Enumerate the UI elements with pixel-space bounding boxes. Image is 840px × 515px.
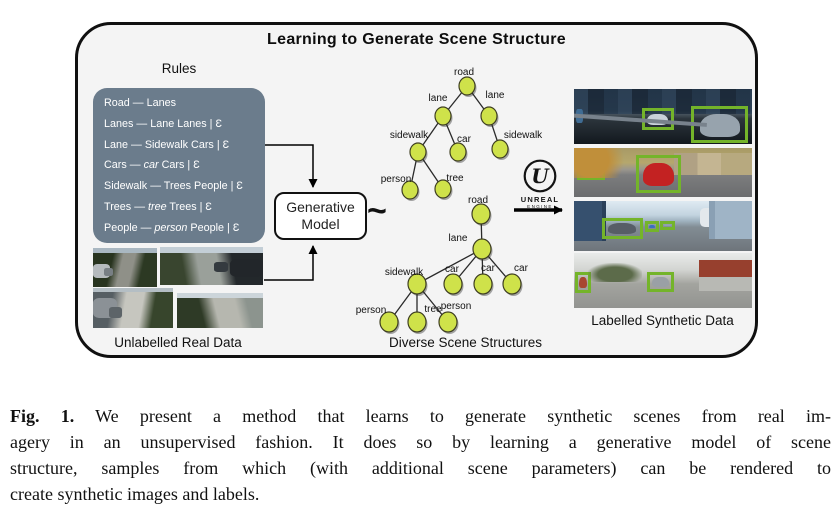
tree-node-lane	[473, 239, 491, 259]
caption-line-1-text: We present a method that learns to generate synthetic scenes from real im-	[95, 406, 831, 426]
grammar-rule: Road — Lanes	[104, 97, 177, 109]
tree-node-label: tree	[446, 173, 464, 184]
diverse-scene-structures-label: Diverse Scene Structures	[388, 335, 543, 350]
tree-node-person	[439, 312, 457, 332]
grammar-rules-box	[93, 88, 265, 243]
figure-caption	[10, 403, 831, 507]
sampled-from-tilde: ~	[367, 192, 387, 230]
detected-object	[700, 114, 741, 137]
figure-title: Learning to Generate Scene Structure	[267, 31, 566, 48]
tree-node-sidewalk	[492, 140, 508, 158]
tree-node-label: road	[467, 195, 489, 206]
tree-node-label: sidewalk	[503, 130, 543, 141]
tree-node-label: person	[355, 305, 387, 316]
tree-node-label: car	[481, 263, 495, 274]
caption-line-1	[10, 403, 831, 429]
tree-node-label: lane	[485, 90, 505, 101]
arrow-rules-to-model	[264, 145, 313, 187]
scene-object	[109, 307, 122, 317]
synthetic-image-2	[574, 148, 752, 197]
scene-object	[230, 259, 263, 277]
unreal-logo-circle	[522, 158, 558, 194]
scene-object	[104, 268, 114, 277]
detected-object	[664, 224, 671, 226]
detected-object	[652, 277, 669, 287]
rules-heading: Rules	[161, 61, 197, 76]
bounding-box	[602, 218, 643, 239]
real-image-4	[177, 293, 263, 328]
tree-node-label: car	[457, 134, 471, 145]
synthetic-image-4	[574, 253, 752, 308]
synthetic-image-1	[574, 89, 752, 144]
figure-panel	[75, 22, 758, 358]
unreal-monogram: U	[531, 164, 549, 188]
grammar-rule: Sidewalk — Trees People | Ɛ	[104, 180, 243, 193]
scene-object	[214, 262, 228, 272]
generative-model-label-line2: Model	[301, 216, 340, 232]
real-image-3	[93, 288, 173, 328]
tree-node-car	[444, 274, 462, 294]
tree-node-label: car	[445, 264, 459, 275]
generative-model-label-line1: Generative	[286, 198, 355, 215]
tree-node-label: person	[380, 174, 412, 185]
scene-object	[700, 208, 720, 227]
bounding-box	[691, 106, 748, 143]
synthetic-image-3	[574, 201, 752, 251]
unreal-brand-text: UNREAL	[520, 195, 560, 204]
unreal-engine-logo	[508, 158, 572, 209]
detected-object	[579, 277, 587, 288]
caption-line-2: agery in an unsupervised fashion. It does so by learning a generative model of scene	[10, 432, 831, 452]
bounding-box	[647, 272, 674, 292]
tree-node-label: lane	[448, 233, 468, 244]
tree-node-car	[450, 143, 466, 161]
tree-node-label: tree	[424, 304, 442, 315]
tree-node-tree	[408, 312, 426, 332]
tree-node-car	[503, 274, 521, 294]
grammar-rule: Lane — Sidewalk Cars | Ɛ	[104, 138, 230, 151]
grammar-rule: Trees — tree Trees | Ɛ	[104, 201, 212, 214]
bounding-box	[577, 160, 605, 181]
detected-object	[649, 225, 655, 229]
real-image-1	[93, 248, 157, 287]
tree-node-label: road	[453, 67, 475, 78]
tree-node-sidewalk	[410, 143, 426, 161]
tree-node-label: lane	[428, 93, 448, 104]
grammar-rule: Lanes — Lane Lanes | Ɛ	[104, 117, 222, 130]
bounding-box	[575, 272, 591, 293]
tree-node-car	[474, 274, 492, 294]
tree-node-label: person	[440, 301, 472, 312]
tree-node-road	[459, 77, 475, 95]
detected-object	[647, 114, 668, 126]
tree-node-label: car	[514, 263, 528, 274]
bounding-box	[660, 221, 674, 230]
detected-object	[643, 163, 674, 186]
tree-node-lane	[481, 107, 497, 125]
bounding-box	[636, 155, 681, 193]
detected-object	[582, 165, 600, 176]
detected-object	[608, 223, 636, 234]
tree-node-label: sidewalk	[384, 267, 424, 278]
caption-fig-label: Fig. 1.	[10, 406, 75, 426]
tree-node-label: sidewalk	[389, 130, 429, 141]
grammar-rule: Cars — car Cars | Ɛ	[104, 159, 200, 172]
bounding-box	[645, 221, 658, 232]
caption-line-4: create synthetic images and labels.	[10, 484, 260, 504]
tree-node-lane	[435, 107, 451, 125]
tree-node-road	[472, 204, 490, 224]
labelled-synthetic-data-label: Labelled Synthetic Data	[591, 313, 734, 328]
bounding-box	[642, 108, 674, 130]
scene-object	[576, 109, 583, 123]
generative-model-box	[274, 192, 367, 240]
caption-line-3: structure, samples from which (with additional scene parameters) can be rendered to	[10, 458, 831, 478]
unreal-engine-text: ENGINE	[527, 204, 553, 209]
unlabelled-real-data-label: Unlabelled Real Data	[114, 335, 242, 350]
grammar-rule: People — person People | Ɛ	[104, 221, 240, 234]
real-image-2	[160, 247, 263, 285]
arrow-realdata-to-model	[264, 246, 313, 280]
